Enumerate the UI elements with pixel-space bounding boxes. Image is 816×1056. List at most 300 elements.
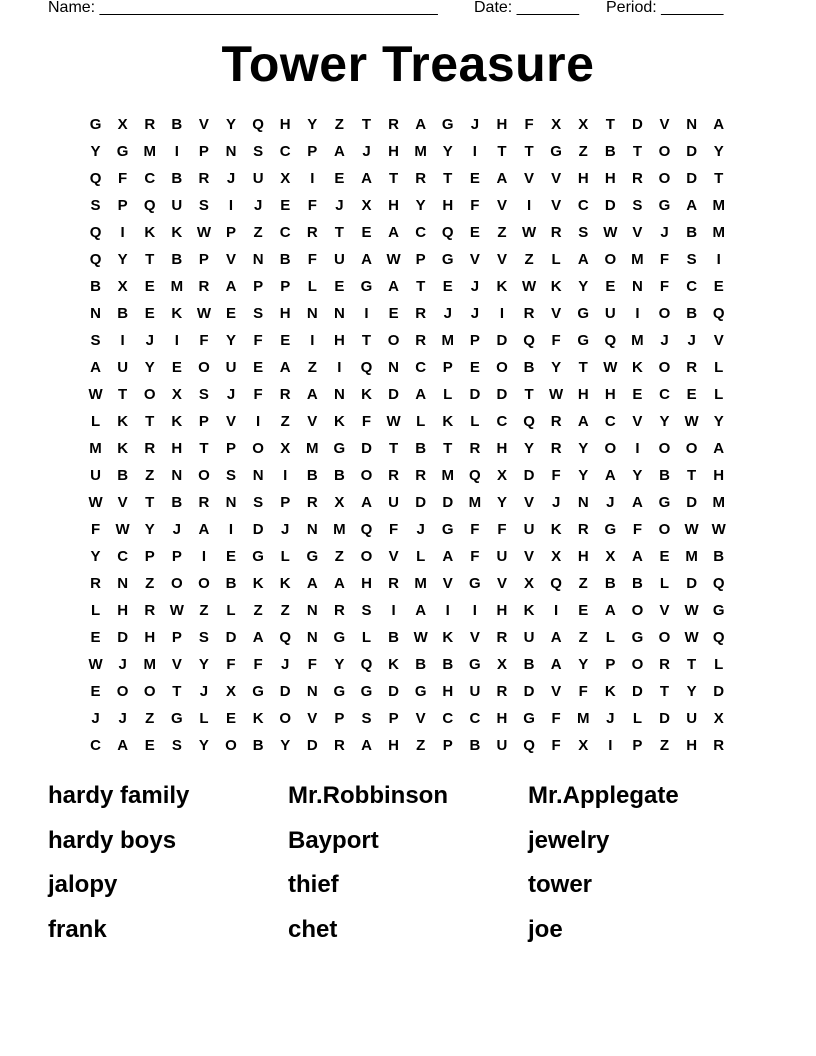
grid-letter: E <box>226 548 237 565</box>
grid-letter: A <box>686 197 698 214</box>
grid-letter: Q <box>360 521 373 538</box>
grid-letter: B <box>225 575 237 592</box>
grid-letter: R <box>469 440 481 457</box>
grid-letter: V <box>659 602 670 619</box>
grid-letter: Q <box>712 575 725 592</box>
grid-letter: M <box>712 197 725 214</box>
grid-letter: R <box>496 683 508 700</box>
grid-letter: H <box>604 386 616 403</box>
grid-letter: Z <box>253 602 263 619</box>
grid-letter: T <box>443 440 453 457</box>
grid-letter: Q <box>89 251 102 268</box>
grid-letter: A <box>388 278 399 295</box>
grid-letter: A <box>333 575 345 592</box>
grid-letter: U <box>496 737 508 754</box>
grid-letter: Y <box>578 656 589 673</box>
grid-letter: A <box>361 737 372 754</box>
grid-letter: K <box>442 413 454 430</box>
grid-letter: G <box>469 575 481 592</box>
grid-letter: J <box>253 197 263 214</box>
grid-letter: R <box>632 170 643 187</box>
grid-letter: G <box>712 602 725 619</box>
word-list-item: jalopy <box>48 871 118 898</box>
grid-letter: B <box>604 143 616 160</box>
grid-letter: Y <box>524 440 535 457</box>
grid-letter: M <box>576 710 590 727</box>
grid-letter: Q <box>604 332 617 349</box>
grid-letter: B <box>117 467 129 484</box>
grid-letter: T <box>578 359 588 376</box>
grid-letter: E <box>280 197 291 214</box>
grid-letter: L <box>443 386 453 403</box>
grid-letter: E <box>361 224 372 241</box>
grid-letter: P <box>632 737 643 754</box>
grid-letter: L <box>470 413 480 430</box>
grid-letter: K <box>632 359 643 376</box>
grid-letter: Z <box>578 629 588 646</box>
grid-letter: F <box>118 170 128 187</box>
grid-letter: A <box>442 548 454 565</box>
grid-letter: S <box>578 224 589 241</box>
grid-letter: M <box>441 467 455 484</box>
grid-letter: U <box>90 467 101 484</box>
grid-letter: N <box>306 305 318 322</box>
grid-letter: V <box>307 413 318 430</box>
grid-letter: S <box>90 197 101 214</box>
grid-letter: J <box>199 683 209 700</box>
grid-letter: A <box>415 386 427 403</box>
grid-letter: Y <box>578 278 589 295</box>
grid-letter: W <box>711 521 726 538</box>
grid-letter: R <box>415 467 427 484</box>
grid-letter: Y <box>198 737 209 754</box>
grid-letter: B <box>388 629 399 646</box>
grid-letter: Z <box>334 548 344 565</box>
grid-letter: T <box>524 386 534 403</box>
grid-letter: Y <box>551 359 562 376</box>
grid-letter: Z <box>280 413 290 430</box>
grid-letter: D <box>686 143 698 160</box>
grid-letter: T <box>687 467 697 484</box>
grid-letter: D <box>632 683 643 700</box>
grid-letter: A <box>577 413 589 430</box>
grid-letter: D <box>279 683 291 700</box>
grid-letter: F <box>551 710 561 727</box>
grid-letter: U <box>117 359 129 376</box>
word-list <box>48 778 768 956</box>
grid-letter: P <box>415 251 426 268</box>
grid-letter: D <box>523 467 535 484</box>
grid-letter: W <box>88 494 103 511</box>
grid-letter: R <box>550 413 562 430</box>
grid-letter: W <box>169 602 184 619</box>
grid-letter: O <box>496 359 508 376</box>
grid-letter: C <box>469 710 481 727</box>
grid-letter: S <box>361 602 372 619</box>
grid-letter: Q <box>712 629 725 646</box>
grid-letter: O <box>279 710 292 727</box>
grid-letter: J <box>281 521 290 538</box>
grid-letter: N <box>117 575 129 592</box>
grid-letter: V <box>551 305 562 322</box>
grid-letter: B <box>171 170 183 187</box>
word-list-item: joe <box>528 915 563 943</box>
grid-letter: Y <box>442 143 453 160</box>
grid-letter: E <box>144 278 155 295</box>
grid-letter: F <box>551 467 561 484</box>
word-list-item: hardy boys <box>48 826 177 854</box>
grid-letter: R <box>306 494 318 511</box>
grid-letter: W <box>386 413 401 430</box>
grid-letter: N <box>225 494 237 511</box>
grid-letter: L <box>416 413 426 430</box>
grid-letter: V <box>226 413 237 430</box>
grid-letter: J <box>281 656 290 673</box>
grid-letter: B <box>713 548 725 565</box>
grid-letter: D <box>388 386 399 403</box>
grid-letter: D <box>469 386 481 403</box>
grid-letter: T <box>361 116 372 133</box>
grid-letter: X <box>280 170 291 187</box>
grid-letter: D <box>686 575 698 592</box>
grid-letter: Y <box>713 413 724 430</box>
grid-letter: V <box>496 575 507 592</box>
grid-letter: H <box>279 305 291 322</box>
grid-letter: S <box>90 332 101 349</box>
grid-letter: N <box>225 143 237 160</box>
grid-letter: E <box>226 710 237 727</box>
word-list-item: Bayport <box>288 826 379 854</box>
grid-letter: P <box>198 413 209 430</box>
grid-letter: P <box>226 440 237 457</box>
grid-letter: O <box>116 683 129 700</box>
grid-letter: O <box>658 359 671 376</box>
grid-letter: G <box>577 332 590 349</box>
grid-letter: T <box>334 224 344 241</box>
grid-letter: E <box>388 305 399 322</box>
grid-letter: H <box>333 332 345 349</box>
grid-letter: Z <box>659 737 670 754</box>
grid-letter: K <box>171 413 183 430</box>
grid-letter: I <box>174 143 179 160</box>
grid-letter: R <box>144 116 156 133</box>
grid-letter: K <box>333 413 345 430</box>
grid-letter: Q <box>360 359 373 376</box>
grid-letter: S <box>632 197 643 214</box>
grid-letter: P <box>117 197 128 214</box>
grid-letter: Y <box>90 548 101 565</box>
grid-letter: X <box>334 494 345 511</box>
grid-letter: R <box>523 305 535 322</box>
grid-letter: L <box>90 602 101 619</box>
grid-letter: W <box>88 656 103 673</box>
grid-letter: O <box>360 467 373 484</box>
grid-letter: L <box>199 710 209 727</box>
grid-letter: I <box>228 197 234 214</box>
grid-letter: R <box>333 737 345 754</box>
grid-letter: P <box>171 548 182 565</box>
grid-letter: R <box>496 629 508 646</box>
grid-letter: J <box>551 494 561 511</box>
grid-letter: G <box>441 521 454 538</box>
grid-letter: I <box>120 332 125 349</box>
grid-letter: I <box>283 467 288 484</box>
grid-letter: E <box>334 170 345 187</box>
grid-letter: G <box>658 494 671 511</box>
grid-letter: W <box>684 413 699 430</box>
grid-letter: J <box>145 332 154 349</box>
grid-letter: L <box>90 413 101 430</box>
grid-letter: V <box>171 656 182 673</box>
grid-letter: C <box>496 413 508 430</box>
grid-letter: E <box>469 224 480 241</box>
grid-letter: Z <box>307 359 317 376</box>
grid-letter: T <box>388 170 399 187</box>
grid-letter: Y <box>659 413 670 430</box>
grid-letter: J <box>606 710 615 727</box>
grid-letter: A <box>496 170 508 187</box>
grid-letter: D <box>686 494 698 511</box>
grid-letter: J <box>226 386 236 403</box>
grid-letter: P <box>144 548 155 565</box>
grid-letter: P <box>171 629 182 646</box>
grid-letter: F <box>551 332 561 349</box>
grid-letter: H <box>496 602 508 619</box>
grid-letter: T <box>714 170 724 187</box>
grid-letter: A <box>415 116 427 133</box>
grid-letter: H <box>279 116 291 133</box>
grid-letter: D <box>306 737 318 754</box>
grid-letter: A <box>550 656 562 673</box>
word-list-item: thief <box>288 871 339 898</box>
grid-letter: Z <box>145 710 155 727</box>
grid-letter: L <box>659 575 670 592</box>
grid-letter: C <box>604 413 616 430</box>
grid-letter: L <box>632 710 642 727</box>
grid-letter: M <box>441 332 455 349</box>
grid-letter: T <box>388 440 399 457</box>
grid-letter: Y <box>117 251 128 268</box>
grid-letter: F <box>470 197 480 214</box>
grid-letter: F <box>578 683 588 700</box>
grid-letter: W <box>413 629 428 646</box>
grid-letter: S <box>198 629 209 646</box>
grid-letter: W <box>386 251 401 268</box>
grid-letter: X <box>496 656 507 673</box>
grid-letter: U <box>523 521 535 538</box>
grid-letter: Z <box>416 737 426 754</box>
grid-letter: X <box>578 116 589 133</box>
grid-letter: A <box>279 359 291 376</box>
grid-letter: N <box>686 116 698 133</box>
grid-letter: O <box>658 440 671 457</box>
grid-letter: E <box>578 602 589 619</box>
grid-letter: K <box>550 521 562 538</box>
grid-letter: Q <box>523 737 535 754</box>
grid-letter: D <box>415 494 427 511</box>
word-list-item: frank <box>48 915 107 943</box>
grid-letter: H <box>577 386 589 403</box>
grid-letter: A <box>604 467 616 484</box>
grid-letter: R <box>388 467 399 484</box>
grid-letter: Y <box>144 521 155 538</box>
grid-letter: V <box>524 548 535 565</box>
grid-letter: T <box>361 332 372 349</box>
grid-letter: D <box>713 683 725 700</box>
grid-letter: I <box>256 413 261 430</box>
grid-letter: C <box>686 278 698 295</box>
grid-letter: X <box>605 548 616 565</box>
grid-letter: Z <box>524 251 534 268</box>
grid-letter: Z <box>145 467 155 484</box>
grid-letter: I <box>174 332 179 349</box>
grid-letter: D <box>632 116 643 133</box>
grid-letter: L <box>714 386 724 403</box>
grid-letter: H <box>604 170 616 187</box>
grid-letter: L <box>226 602 236 619</box>
grid-letter: B <box>117 305 129 322</box>
period-field-label: Period: _______ <box>606 0 724 16</box>
grid-letter: O <box>360 548 373 565</box>
grid-letter: J <box>172 521 181 538</box>
grid-letter: L <box>605 629 615 646</box>
grid-letter: X <box>524 575 535 592</box>
grid-letter: A <box>713 116 725 133</box>
grid-letter: T <box>524 143 534 160</box>
grid-letter: B <box>523 656 535 673</box>
grid-letter: W <box>196 224 211 241</box>
grid-letter: I <box>472 602 477 619</box>
grid-letter: A <box>632 494 643 511</box>
grid-letter: G <box>360 683 373 700</box>
grid-letter: P <box>198 251 209 268</box>
grid-letter: L <box>551 251 561 268</box>
grid-letter: R <box>659 656 670 673</box>
grid-letter: E <box>605 278 616 295</box>
grid-letter: Q <box>89 224 102 241</box>
grid-letter: O <box>252 440 264 457</box>
grid-letter: F <box>632 521 642 538</box>
grid-letter: I <box>472 143 477 160</box>
grid-letter: M <box>414 575 427 592</box>
grid-letter: O <box>170 575 183 592</box>
grid-letter: G <box>360 278 373 295</box>
grid-letter: X <box>578 737 589 754</box>
grid-letter: R <box>198 494 210 511</box>
grid-letter: I <box>608 737 613 754</box>
grid-letter: X <box>713 710 724 727</box>
grid-letter: C <box>144 170 156 187</box>
grid-letter: B <box>523 359 535 376</box>
grid-letter: X <box>171 386 182 403</box>
grid-letter: G <box>577 305 590 322</box>
grid-letter: M <box>306 440 319 457</box>
grid-letter: B <box>333 467 345 484</box>
grid-letter: V <box>551 170 562 187</box>
grid-letter: O <box>198 359 210 376</box>
grid-letter: Q <box>523 413 535 430</box>
grid-letter: H <box>577 548 589 565</box>
grid-letter: K <box>361 386 372 403</box>
grid-letter: G <box>170 710 183 727</box>
grid-letter: O <box>631 602 644 619</box>
grid-letter: Q <box>360 656 373 673</box>
grid-letter: I <box>310 332 315 349</box>
grid-letter: H <box>496 440 508 457</box>
grid-letter: N <box>306 602 318 619</box>
grid-letter: H <box>361 575 372 592</box>
grid-letter: O <box>198 467 210 484</box>
word-list-item: hardy family <box>48 782 190 809</box>
grid-letter: H <box>388 143 399 160</box>
grid-letter: Z <box>334 116 344 133</box>
grid-letter: O <box>658 143 671 160</box>
grid-letter: K <box>171 305 183 322</box>
grid-letter: W <box>549 386 564 403</box>
grid-letter: Y <box>226 332 237 349</box>
grid-letter: C <box>442 710 454 727</box>
grid-letter: S <box>171 737 182 754</box>
grid-letter: N <box>306 629 318 646</box>
grid-letter: E <box>144 737 155 754</box>
grid-letter: U <box>333 251 345 268</box>
grid-letter: O <box>143 386 156 403</box>
grid-letter: C <box>577 197 589 214</box>
grid-letter: I <box>228 521 234 538</box>
grid-letter: Q <box>469 467 481 484</box>
grid-letter: H <box>388 197 399 214</box>
grid-letter: Q <box>441 224 454 241</box>
grid-letter: J <box>687 332 696 349</box>
grid-letter: V <box>496 197 507 214</box>
grid-letter: I <box>716 251 721 268</box>
grid-letter: L <box>307 278 317 295</box>
grid-letter: A <box>198 521 210 538</box>
grid-letter: I <box>391 602 396 619</box>
grid-letter: E <box>90 683 101 700</box>
grid-letter: A <box>388 224 399 241</box>
grid-letter: N <box>90 305 101 322</box>
grid-letter: R <box>198 170 210 187</box>
word-list-item: chet <box>288 915 338 943</box>
grid-letter: C <box>117 548 129 565</box>
grid-letter: N <box>306 683 318 700</box>
grid-letter: V <box>226 251 237 268</box>
grid-letter: O <box>658 629 671 646</box>
grid-letter: A <box>361 170 372 187</box>
grid-letter: U <box>171 197 183 214</box>
grid-letter: A <box>306 386 318 403</box>
grid-letter: I <box>337 359 342 376</box>
grid-letter: F <box>388 521 399 538</box>
grid-letter: V <box>632 413 643 430</box>
grid-letter: X <box>496 467 507 484</box>
grid-letter: T <box>632 143 642 160</box>
grid-letter: B <box>171 251 183 268</box>
grid-letter: D <box>442 494 454 511</box>
grid-letter: M <box>712 494 725 511</box>
grid-letter: D <box>659 710 670 727</box>
grid-letter: O <box>387 332 400 349</box>
grid-letter: R <box>90 575 101 592</box>
grid-letter: F <box>470 548 480 565</box>
grid-letter: F <box>307 656 317 673</box>
grid-letter: C <box>279 143 291 160</box>
grid-letter: Y <box>578 467 589 484</box>
grid-letter: L <box>416 548 426 565</box>
grid-letter: A <box>632 548 643 565</box>
grid-letter: U <box>686 710 698 727</box>
